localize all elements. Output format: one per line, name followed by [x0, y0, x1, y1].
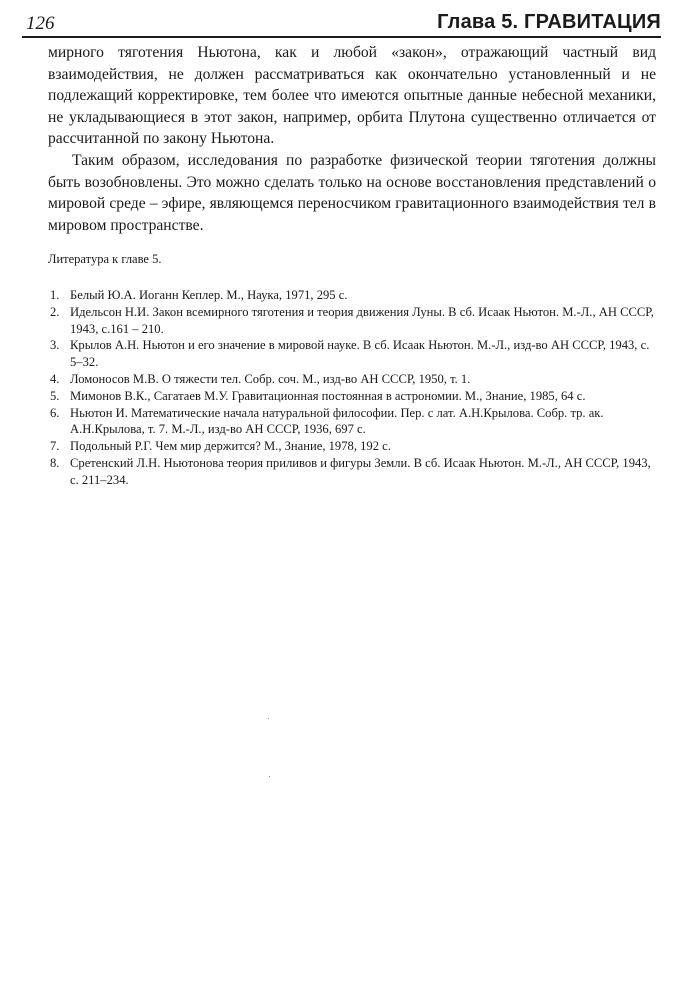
references-heading: Литература к главе 5.: [48, 252, 162, 266]
page-header: [22, 10, 661, 38]
reference-number: 3.: [50, 338, 60, 353]
chapter-title: Глава 5. ГРАВИТАЦИЯ: [437, 11, 661, 33]
reference-number: 4.: [50, 371, 60, 386]
reference-item: [48, 371, 658, 388]
reference-text: Крылов А.Н. Ньютон и его значение в мировой науке. В сб. Исаак Ньютон. М.-Л., изд-во АН СССР, 1943, с. 5–32.: [70, 338, 650, 370]
reference-item: [48, 304, 658, 338]
scan-speck: [268, 718, 269, 719]
reference-text: Мимонов В.К., Сагатаев М.У. Гравитационная постоянная в астрономии. М., Знание, 1985, 64 с.: [70, 388, 586, 403]
reference-text: Ломоносов М.В. О тяжести тел. Собр. соч. М., изд-во АН СССР, 1950, т. 1.: [70, 371, 471, 386]
reference-number: 2.: [50, 304, 60, 319]
reference-text: Белый Ю.А. Иоганн Кеплер. М., Наука, 1971, 295 с.: [70, 288, 348, 302]
reference-text: Идельсон Н.И. Закон всемирного тяготения и теория движения Луны. В сб. Исаак Ньютон. М.-Л., АН СССР, 1943, с.161 – 210.: [70, 304, 654, 336]
paragraph: Таким образом, исследования по разработке физической теории тяготения должны быть возобновлены. Это можно сделать только на основе восстановления представлений о мировой среде – эфире, являющемся переносчиком гравитационного взаимодействия тел в мировом пространстве.: [48, 151, 656, 234]
reference-number: 8.: [50, 455, 60, 470]
reference-item: [48, 287, 658, 304]
page-number: 126: [26, 13, 55, 34]
reference-number: 1.: [50, 288, 60, 302]
reference-text: Сретенский Л.Н. Ньютонова теория приливов и фигуры Земли. В сб. Исаак Ньютон. М.-Л., АН СССР, 1943, с. 211–234.: [70, 455, 651, 487]
paragraph: мирного тяготения Ньютона, как и любой «закон», отражающий частный вид взаимодействия, не должен рассматриваться как окончательно установленный и не подлежащий корректировке, тем более что имеются опытные данные небесной механики, не укладывающиеся в этот закон, например, орбита Плутона существенно отличается от рассчитанной по закону Ньютона.: [48, 44, 656, 148]
reference-number: 5.: [50, 388, 60, 403]
reference-number: 6.: [50, 405, 60, 420]
reference-item: [48, 438, 658, 455]
reference-item: [48, 405, 658, 439]
reference-item: [48, 388, 658, 405]
reference-number: 7.: [50, 439, 60, 454]
reference-item: [48, 337, 658, 371]
scan-specks: [268, 718, 272, 778]
references-list: [48, 287, 658, 489]
reference-item: [48, 455, 658, 489]
reference-text: Подольный Р.Г. Чем мир держится? М., Знание, 1978, 192 с.: [70, 439, 391, 454]
body-text: [48, 42, 656, 236]
reference-text: Ньютон И. Математические начала натуральной философии. Пер. с лат. А.Н.Крылова. Собр. тр. ак. А.Н.Крылова, т. 7. М.-Л., изд-во АН СССР, 1936, 697 с.: [70, 405, 604, 437]
scan-speck: [269, 776, 270, 777]
